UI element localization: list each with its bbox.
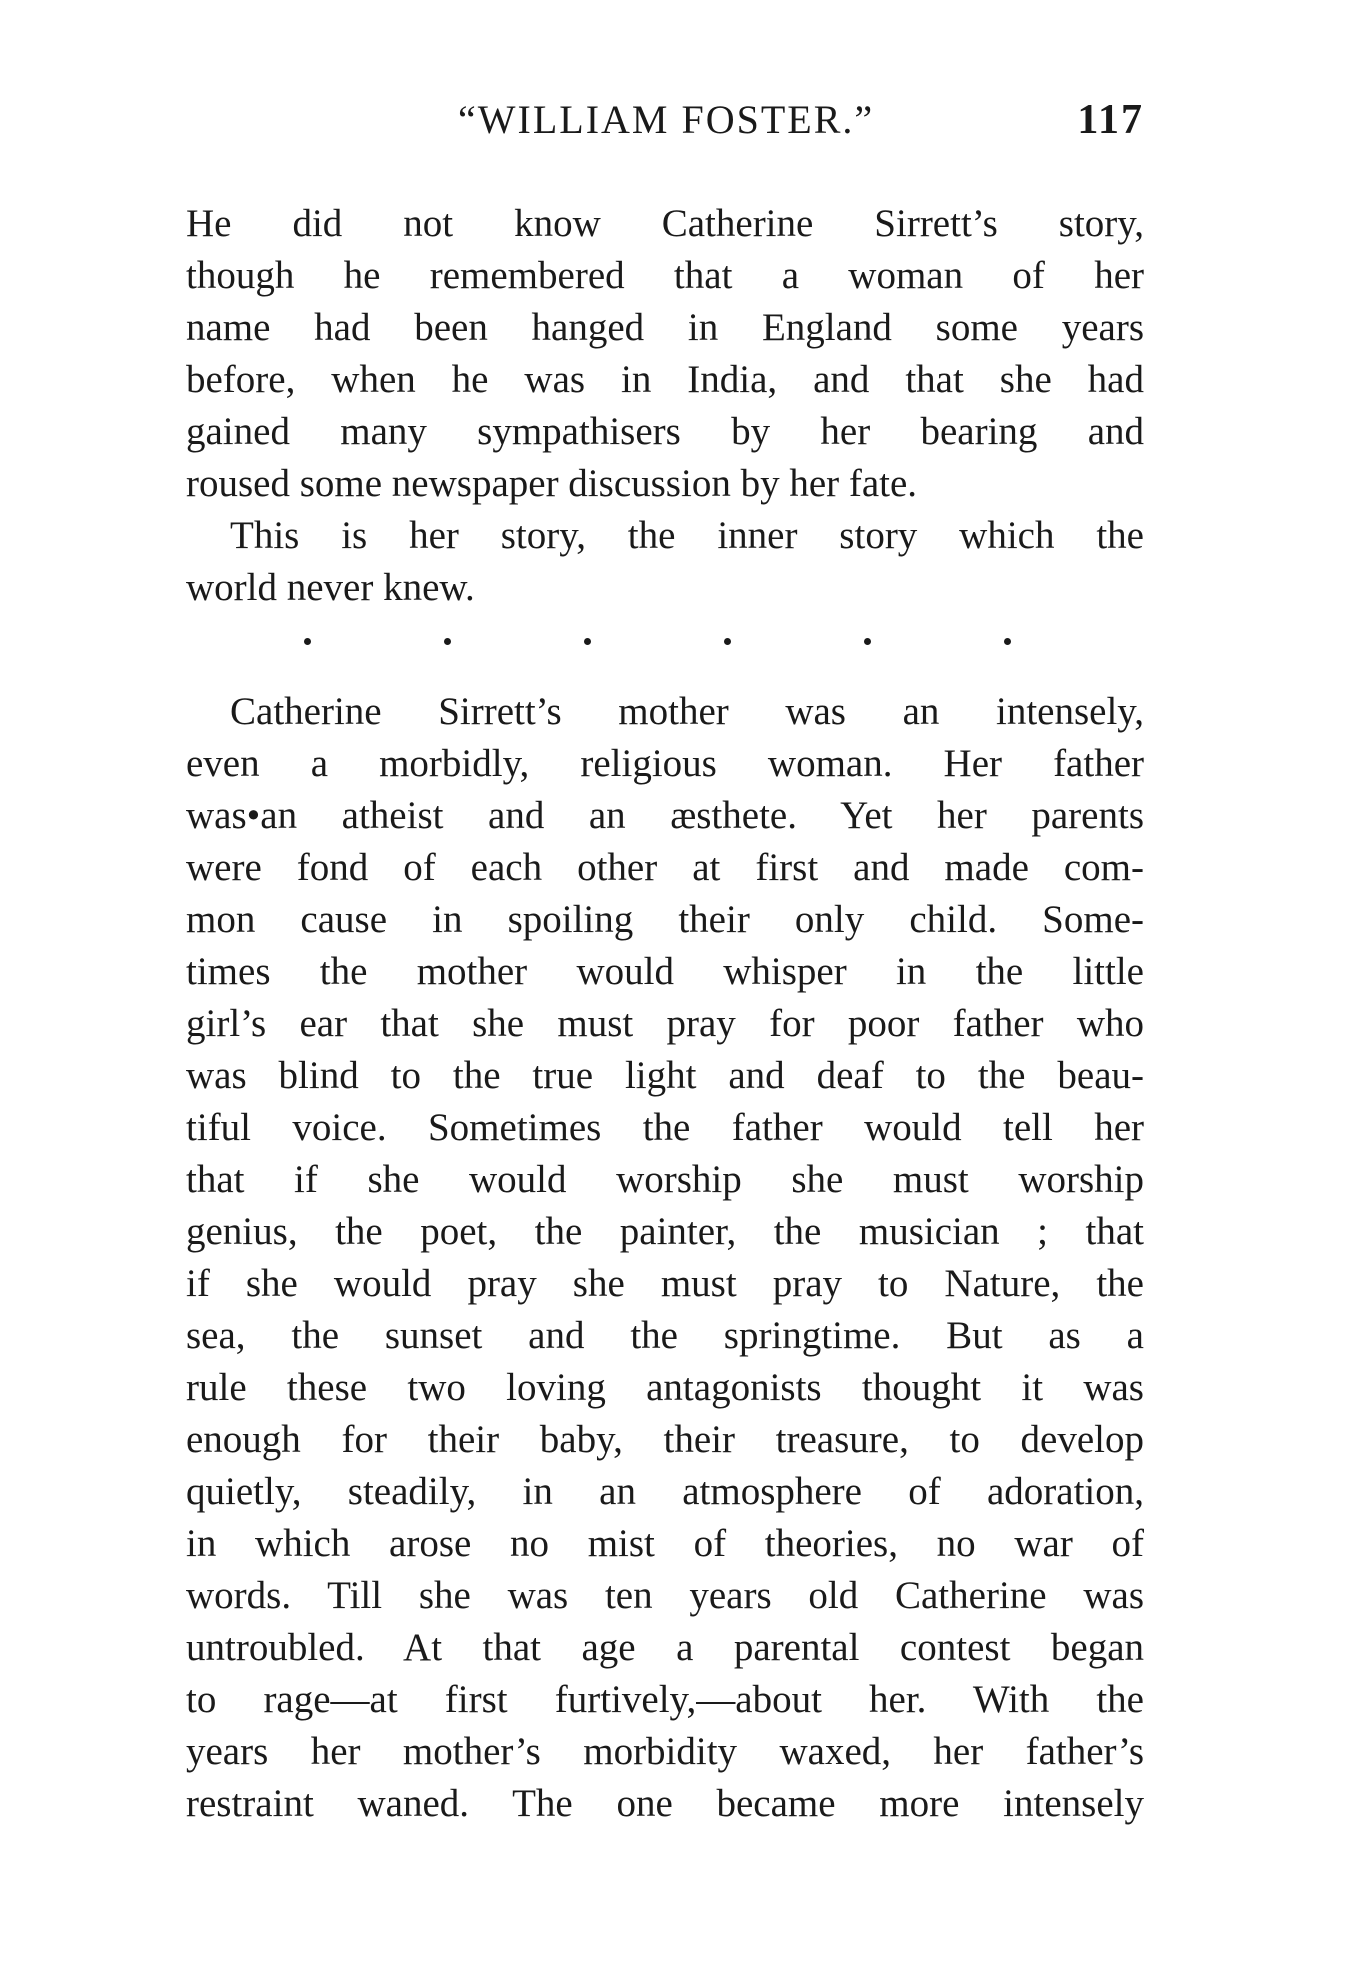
separator-dot <box>444 638 451 645</box>
body-text <box>186 198 1144 1830</box>
separator-dot <box>304 638 311 645</box>
text-line: tiful voice. Sometimes the father would tell her <box>186 1106 1144 1149</box>
text-line: girl’s ear that she must pray for poor father who <box>186 1002 1144 1045</box>
paragraph-2 <box>186 510 1144 614</box>
text-line: in which arose no mist of theories, no war of <box>186 1522 1144 1565</box>
text-line: world never knew. <box>186 566 475 609</box>
text-line: was blind to the true light and deaf to the beau- <box>186 1054 1144 1097</box>
text-line: were fond of each other at first and made com- <box>186 846 1144 889</box>
paragraph-1 <box>186 198 1144 510</box>
separator-dot <box>864 638 871 645</box>
text-line: mon cause in spoiling their only child. Some- <box>186 898 1144 941</box>
text-line: Catherine Sirrett’s mother was an intensely, <box>230 690 1144 733</box>
separator-dot <box>1004 638 1011 645</box>
text-line: to rage—at first furtively,—about her. With the <box>186 1678 1144 1721</box>
text-line: sea, the sunset and the springtime. But as a <box>186 1314 1144 1357</box>
text-line: words. Till she was ten years old Catherine was <box>186 1574 1144 1617</box>
page-number: 117 <box>1077 97 1144 143</box>
text-line: gained many sympathisers by her bearing and <box>186 410 1144 453</box>
text-line: was•an atheist and an æsthete. Yet her parents <box>186 794 1144 837</box>
text-line: genius, the poet, the painter, the musician ; that <box>186 1210 1144 1253</box>
text-line: if she would pray she must pray to Nature, the <box>186 1262 1144 1305</box>
text-line: that if she would worship she must worship <box>186 1158 1144 1201</box>
text-line: rule these two loving antagonists thought it was <box>186 1366 1144 1409</box>
text-line: years her mother’s morbidity waxed, her father’s <box>186 1730 1144 1773</box>
separator-dot <box>724 638 731 645</box>
text-line: before, when he was in India, and that she had <box>186 358 1144 401</box>
section-break-dots <box>186 624 1144 664</box>
separator-dot <box>584 638 591 645</box>
text-line: quietly, steadily, in an atmosphere of adoration, <box>186 1470 1144 1513</box>
text-line: though he remembered that a woman of her <box>186 254 1144 297</box>
text-line: times the mother would whisper in the little <box>186 950 1144 993</box>
text-line: even a morbidly, religious woman. Her father <box>186 742 1144 785</box>
text-line: He did not know Catherine Sirrett’s story, <box>186 202 1144 245</box>
page-header <box>186 96 1144 166</box>
text-line: name had been hanged in England some years <box>186 306 1144 349</box>
paragraph-3 <box>186 686 1144 1830</box>
text-line: enough for their baby, their treasure, to develop <box>186 1418 1144 1461</box>
text-line: restraint waned. The one became more intensely <box>186 1782 1144 1825</box>
text-line: untroubled. At that age a parental contest began <box>186 1626 1144 1669</box>
running-head: “WILLIAM FOSTER.” <box>458 97 875 142</box>
text-line: This is her story, the inner story which the <box>230 514 1144 557</box>
text-line: roused some newspaper discussion by her fate. <box>186 462 918 505</box>
